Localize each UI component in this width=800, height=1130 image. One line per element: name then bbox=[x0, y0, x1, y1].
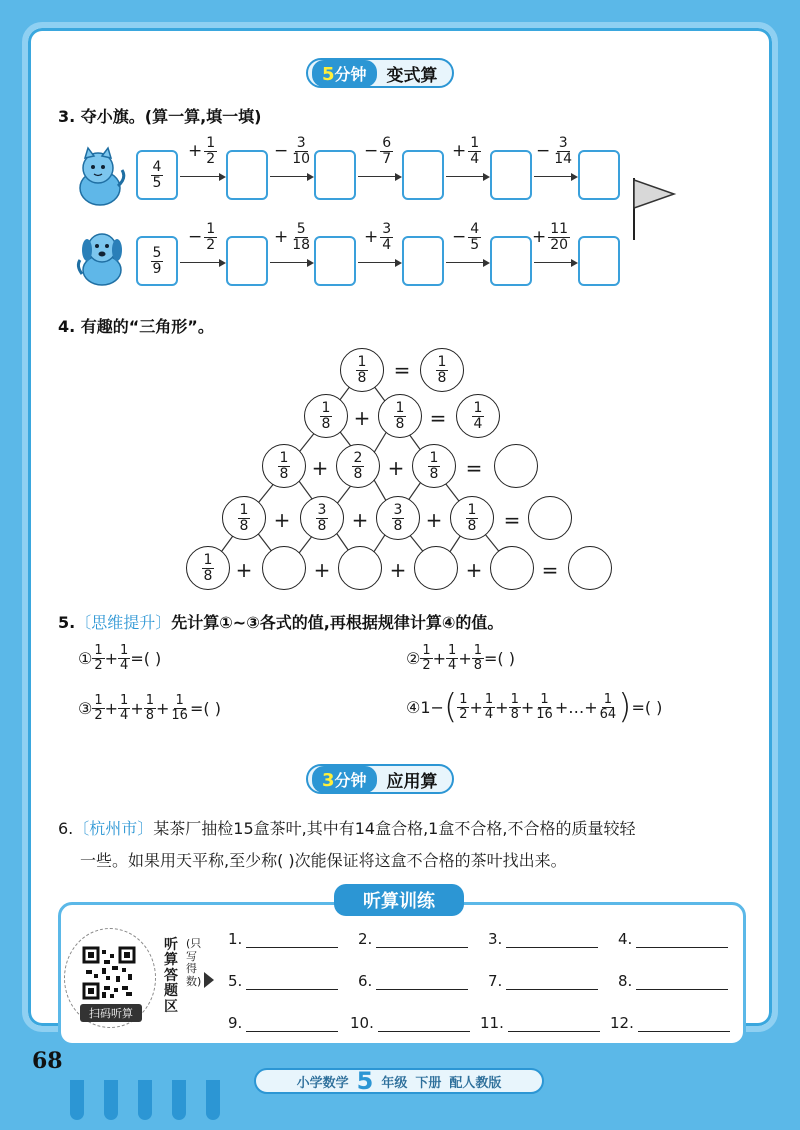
answer-slot[interactable]: 2. bbox=[358, 930, 468, 948]
decor-stripe bbox=[70, 1080, 84, 1120]
triangle-cell: $\frac{1}{8}$ bbox=[222, 496, 266, 540]
answer-slot[interactable]: 4. bbox=[618, 930, 728, 948]
plus-sign: + bbox=[465, 558, 483, 582]
decor-stripe bbox=[104, 1080, 118, 1120]
decor-stripe bbox=[172, 1080, 186, 1120]
answer-box-row1-1[interactable] bbox=[226, 150, 268, 200]
q5-item-2: ② $\frac{1}{2}$ + $\frac{1}{4}$ + $\frac{1}{8}$ =( ) bbox=[406, 643, 515, 673]
plus-sign: + bbox=[353, 406, 371, 430]
plus-sign: + bbox=[387, 456, 405, 480]
arrow bbox=[534, 262, 576, 263]
qr-code-icon[interactable] bbox=[82, 946, 136, 1000]
plus-sign: + bbox=[311, 456, 329, 480]
operation: − $\frac{1}{2}$ bbox=[188, 221, 216, 253]
operation: − $\frac{4}{5}$ bbox=[452, 221, 480, 253]
operation: + $\frac{11}{20}$ bbox=[532, 221, 569, 253]
answer-box-row1-2[interactable] bbox=[314, 150, 356, 200]
time-pill: 3分钟 bbox=[312, 766, 377, 793]
operation: − $\frac{3}{14}$ bbox=[536, 135, 573, 167]
equals-sign: = bbox=[465, 456, 483, 480]
q5-item-3: ③ $\frac{1}{2}$ + $\frac{1}{4}$ + $\frac{1}{8}$ + $\frac{1}{16}$ =( ) bbox=[78, 693, 221, 723]
triangle-cell: $\frac{3}{8}$ bbox=[376, 496, 420, 540]
q4-title: 4. 有趣的“三角形”。 bbox=[58, 317, 214, 336]
answer-box-row2-2[interactable] bbox=[314, 236, 356, 286]
equals-sign: = bbox=[429, 406, 447, 430]
plus-sign: + bbox=[235, 558, 253, 582]
answer-box-row1-3[interactable] bbox=[402, 150, 444, 200]
dog-icon bbox=[72, 226, 128, 288]
decor-stripe bbox=[138, 1080, 152, 1120]
equals-sign: = bbox=[393, 358, 411, 382]
operation: − $\frac{6}{7}$ bbox=[364, 135, 392, 167]
operation: + $\frac{1}{4}$ bbox=[452, 135, 480, 167]
section-header-variant bbox=[306, 58, 454, 88]
arrow bbox=[270, 176, 312, 177]
answer-slot[interactable]: 11. bbox=[480, 1014, 600, 1032]
triangle-cell[interactable] bbox=[414, 546, 458, 590]
section-header-application bbox=[306, 764, 454, 794]
equals-sign: = bbox=[541, 558, 559, 582]
answer-slot[interactable]: 1. bbox=[228, 930, 338, 948]
q5-item-1: ① $\frac{1}{2}$ + $\frac{1}{4}$ =( ) bbox=[78, 643, 162, 673]
flag-icon bbox=[628, 176, 678, 242]
answer-note: (只写得数) bbox=[186, 937, 202, 988]
operation: − $\frac{3}{10}$ bbox=[274, 135, 311, 167]
start-fraction: $\frac{5}{9}$ bbox=[152, 244, 162, 277]
arrow bbox=[446, 262, 488, 263]
plus-sign: + bbox=[273, 508, 291, 532]
plus-sign: + bbox=[313, 558, 331, 582]
q5-tag: 〔思维提升〕 bbox=[75, 613, 172, 632]
equals-sign: = bbox=[503, 508, 521, 532]
section-title: 应用算 bbox=[386, 771, 438, 792]
answer-area-label: 听算答题区 bbox=[164, 937, 178, 1015]
arrow bbox=[446, 176, 488, 177]
arrow bbox=[358, 262, 400, 263]
triangle-cell[interactable] bbox=[262, 546, 306, 590]
answer-slot[interactable]: 3. bbox=[488, 930, 598, 948]
triangle-cell: $\frac{1}{8}$ bbox=[340, 348, 384, 392]
triangle-cell[interactable] bbox=[338, 546, 382, 590]
page-number: 68 bbox=[32, 1048, 63, 1074]
arrow bbox=[534, 176, 576, 177]
plus-sign: + bbox=[351, 508, 369, 532]
triangle-cell: $\frac{1}{8}$ bbox=[378, 394, 422, 438]
arrow bbox=[270, 262, 312, 263]
qr-label: 扫码听算 bbox=[80, 1004, 142, 1022]
triangle-cell: $\frac{1}{8}$ bbox=[450, 496, 494, 540]
q6-line2: 一些。如果用天平称,至少称( )次能保证将这盒不合格的茶叶找出来。 bbox=[80, 851, 567, 870]
answer-box-row2-5[interactable] bbox=[578, 236, 620, 286]
result-cell: $\frac{1}{4}$ bbox=[456, 394, 500, 438]
pointer-icon bbox=[204, 972, 214, 988]
answer-box-row1-5[interactable] bbox=[578, 150, 620, 200]
start-box-row1 bbox=[136, 150, 178, 200]
q5-title: 5.〔思维提升〕先计算①~③各式的值,再根据规律计算④的值。 bbox=[58, 613, 504, 632]
result-cell[interactable] bbox=[568, 546, 612, 590]
q6-tag: 〔杭州市〕 bbox=[73, 819, 154, 838]
answer-box-row2-4[interactable] bbox=[490, 236, 532, 286]
arrow bbox=[180, 262, 224, 263]
result-cell[interactable] bbox=[528, 496, 572, 540]
triangle-cell: $\frac{3}{8}$ bbox=[300, 496, 344, 540]
result-cell: $\frac{1}{8}$ bbox=[420, 348, 464, 392]
answer-box-row2-3[interactable] bbox=[402, 236, 444, 286]
answer-slot[interactable]: 12. bbox=[610, 1014, 730, 1032]
book-info: 小学数学 5 年级 下册 配人教版 bbox=[254, 1068, 544, 1094]
triangle-cell: $\frac{1}{8}$ bbox=[412, 444, 456, 488]
answer-box-row1-4[interactable] bbox=[490, 150, 532, 200]
answer-slot[interactable]: 8. bbox=[618, 972, 728, 990]
cat-icon bbox=[72, 146, 128, 208]
operation: + $\frac{1}{2}$ bbox=[188, 135, 216, 167]
triangle-cell: $\frac{1}{8}$ bbox=[262, 444, 306, 488]
operation: + $\frac{3}{4}$ bbox=[364, 221, 392, 253]
plus-sign: + bbox=[425, 508, 443, 532]
answer-box-row2-1[interactable] bbox=[226, 236, 268, 286]
start-box-row2 bbox=[136, 236, 178, 286]
answer-slot[interactable]: 7. bbox=[488, 972, 598, 990]
time-pill: 5分钟 bbox=[312, 60, 377, 87]
answer-slot[interactable]: 10. bbox=[350, 1014, 470, 1032]
plus-sign: + bbox=[389, 558, 407, 582]
operation: + $\frac{5}{18}$ bbox=[274, 221, 311, 253]
arrow bbox=[358, 176, 400, 177]
answer-slot[interactable]: 6. bbox=[358, 972, 468, 990]
answer-slot[interactable]: 5. bbox=[228, 972, 338, 990]
triangle-cell[interactable] bbox=[490, 546, 534, 590]
triangle-cell: $\frac{1}{8}$ bbox=[186, 546, 230, 590]
arrow bbox=[180, 176, 224, 177]
decor-stripe bbox=[206, 1080, 220, 1120]
section-title: 变式算 bbox=[386, 65, 438, 86]
q5-item-4: ④1− ( $\frac{1}{2}$ + $\frac{1}{4}$ + $\frac{1}{8}$ + $\frac{1}{16}$ +…+ $\frac{1}{64}$ ) =( ) bbox=[406, 687, 663, 727]
triangle-cell: $\frac{1}{8}$ bbox=[304, 394, 348, 438]
result-cell[interactable] bbox=[494, 444, 538, 488]
listening-title: 听算训练 bbox=[334, 884, 464, 916]
q3-title: 3. 夺小旗。(算一算,填一填) bbox=[58, 107, 262, 126]
start-fraction: $\frac{4}{5}$ bbox=[152, 158, 162, 191]
triangle-cell: $\frac{2}{8}$ bbox=[336, 444, 380, 488]
answer-slot[interactable]: 9. bbox=[228, 1014, 338, 1032]
q6-line1: 6.〔杭州市〕某茶厂抽检15盒茶叶,其中有14盒合格,1盒不合格,不合格的质量较轻 bbox=[58, 819, 636, 838]
